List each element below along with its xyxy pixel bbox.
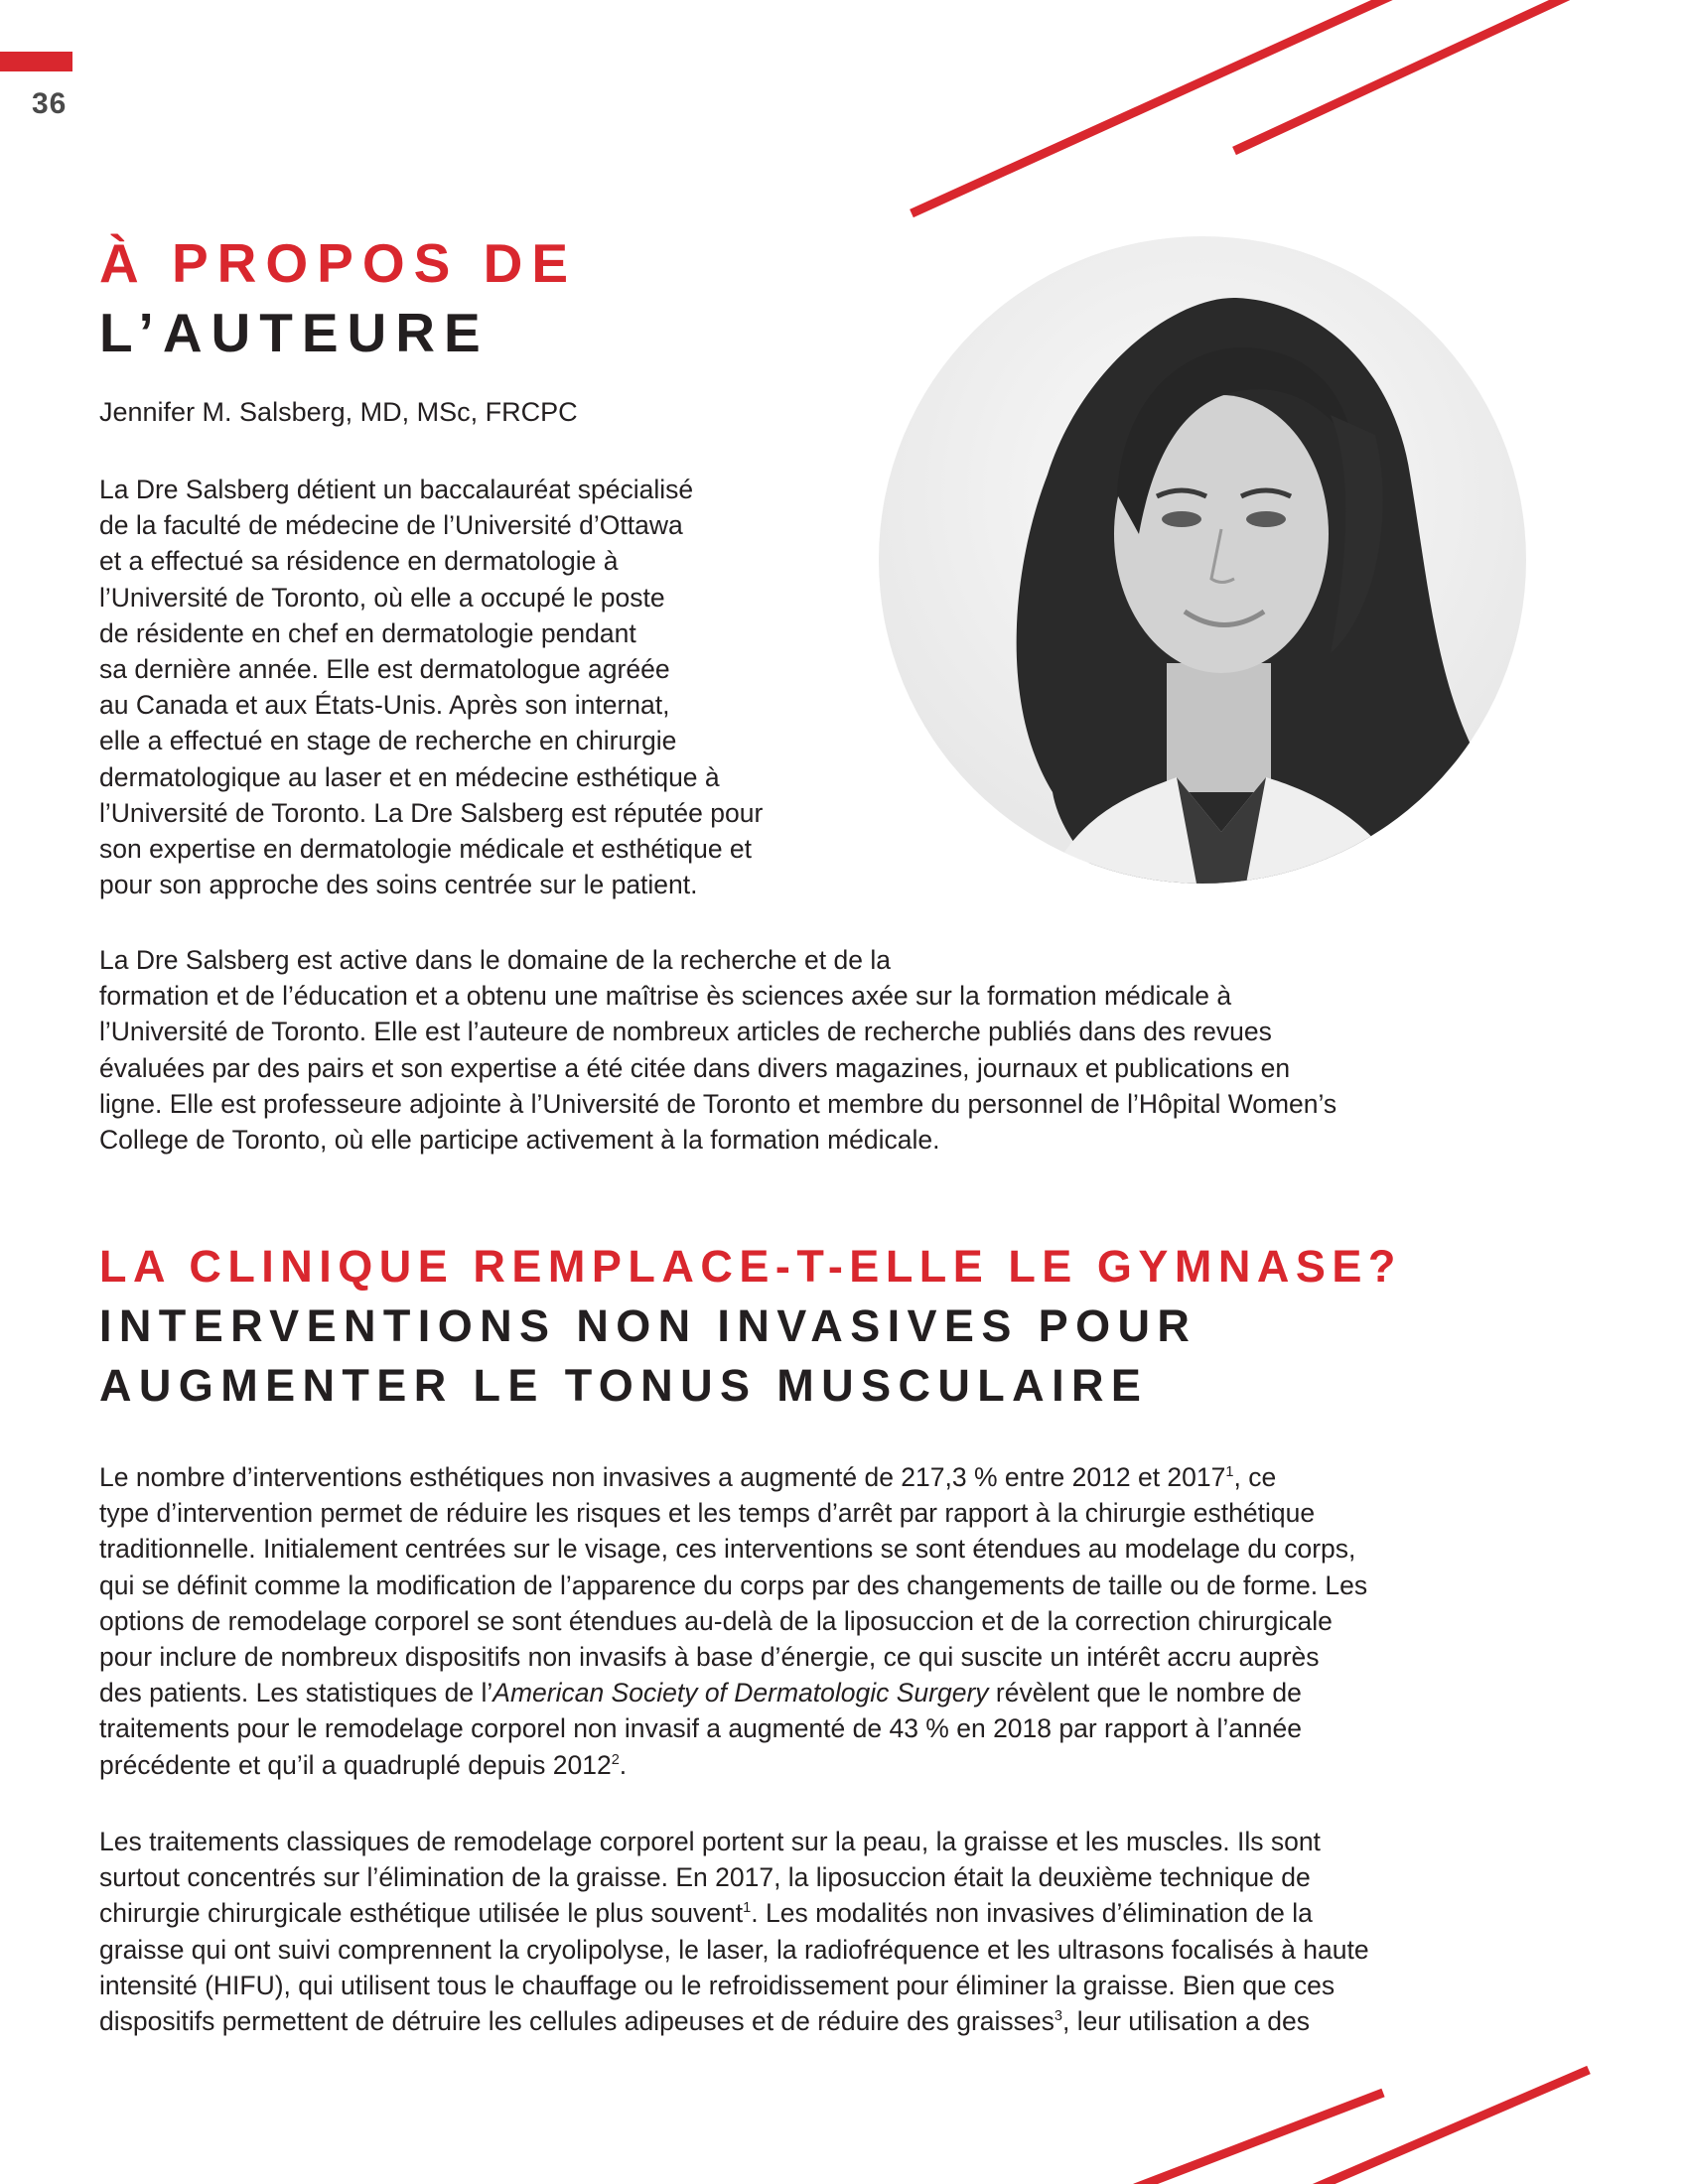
text-line: elle a effectué en stage de recherche en chirurgie xyxy=(99,726,677,756)
text-line: La Dre Salsberg est active dans le domaine de la recherche et de la xyxy=(99,945,891,975)
page-number: 36 xyxy=(32,87,68,120)
about-paragraph-2 xyxy=(99,942,1336,1158)
text-line: et a effectué sa résidence en dermatologie à xyxy=(99,546,619,577)
footnote-ref[interactable]: 3 xyxy=(1054,2008,1062,2025)
portrait-icon xyxy=(879,236,1526,884)
text-line: des patients. Les statistiques de l’American Society of Dermatologic Surgery révèlent que le nombre de xyxy=(99,1678,1302,1708)
text-line: pour son approche des soins centrée sur le patient. xyxy=(99,870,698,900)
text-line: de résidente en chef en dermatologie pendant xyxy=(99,617,636,648)
text-line: l’Université de Toronto. La Dre Salsberg est réputée pour xyxy=(99,797,764,828)
text-line: traditionnelle. Initialement centrées sur le visage, ces interventions se sont étendues au modelage du corps, xyxy=(99,1534,1356,1565)
text-line: Les traitements classiques de remodelage corporel portent sur la peau, la graisse et les muscles. Ils sont xyxy=(99,1827,1321,1856)
text-line: l’Université de Toronto. Elle est l’auteure de nombreux articles de recherche publiés dans des revues xyxy=(99,1017,1272,1047)
text-line: options de remodelage corporel se sont étendues au-delà de la liposuccion et de la correction chirurgicale xyxy=(99,1605,1333,1636)
article-paragraph-1 xyxy=(99,1459,1367,1783)
about-paragraph-1 xyxy=(99,472,763,902)
text-line: chirurgie chirurgicale esthétique utilisée le plus souvent$^1$. Les modalités non invasives d’élimination de la xyxy=(99,1898,1313,1929)
text-line: traitements pour le remodelage corporel non invasif a augmenté de 43 % en 2018 par rapport à l’année xyxy=(99,1713,1302,1744)
text-line: intensité (HIFU), qui utilisent tous le chauffage ou le refroidissement pour éliminer la graisse. Bien que ces xyxy=(99,1970,1336,2000)
text-line: College de Toronto, où elle participe activement à la formation médicale. xyxy=(99,1125,940,1156)
text-line: dermatologique au laser et en médecine esthétique à xyxy=(99,761,720,792)
text-line: graisse qui ont suivi comprennent la cryolipolyse, le laser, la radiofréquence et les ultrasons focalisés à haute xyxy=(99,1934,1369,1965)
footnote-ref[interactable]: 2 xyxy=(611,1751,620,1768)
article-paragraph-2 xyxy=(99,1824,1369,2039)
text-line: sa dernière année. Elle est dermatologue agréée xyxy=(99,654,670,685)
author-name: Jennifer M. Salsberg, MD, MSc, FRCPC xyxy=(99,397,578,427)
text-line: précédente et qu’il a quadruplé depuis 2012$^2$. xyxy=(99,1749,628,1780)
text-line: formation et de l’éducation et a obtenu une maîtrise ès sciences axée sur la formation médicale à xyxy=(99,981,1232,1012)
text-line: Le nombre d’interventions esthétiques non invasives a augmenté de 217,3 % entre 2012 et 2017$^1$, ce xyxy=(99,1462,1277,1492)
society-name: American Society of Dermatologic Surgery xyxy=(492,1678,989,1708)
deco-line-top-left xyxy=(912,0,1470,213)
text-line: dispositifs permettent de détruire les cellules adipeuses et de réduire des graisses$^3$, leur utilisation a des xyxy=(99,2006,1310,2037)
text-line: La Dre Salsberg détient un baccalauréat spécialisé xyxy=(99,475,694,504)
text-line: pour inclure de nombreux dispositifs non invasifs à base d’énergie, ce qui suscite un intérêt accru auprès xyxy=(99,1642,1320,1673)
article-subtitle-line1: INTERVENTIONS NON INVASIVES POUR xyxy=(99,1300,1197,1351)
text-line: l’Université de Toronto, où elle a occupé le poste xyxy=(99,582,665,613)
text-line: qui se définit comme la modification de l’apparence du corps par des changements de taille ou de forme. Les xyxy=(99,1570,1368,1600)
deco-line-bottom-right xyxy=(1301,2070,1589,2184)
author-portrait-image xyxy=(879,236,1526,884)
text-line: de la faculté de médecine de l’Université d’Ottawa xyxy=(99,510,683,541)
footnote-ref[interactable]: 1 xyxy=(743,1900,752,1917)
about-heading-line1: À PROPOS DE xyxy=(99,232,578,294)
text-line: type d’intervention permet de réduire les risques et les temps d’arrêt par rapport à la chirurgie esthétique xyxy=(99,1498,1316,1529)
deco-line-top-right xyxy=(1234,0,1688,151)
text-line: évaluées par des pairs et son expertise a été citée dans divers magazines, journaux et publications en xyxy=(99,1052,1291,1083)
article-subtitle-line2: AUGMENTER LE TONUS MUSCULAIRE xyxy=(99,1360,1149,1411)
article-title: LA CLINIQUE REMPLACE-T-ELLE LE GYMNASE? xyxy=(99,1241,1402,1292)
text-line: son expertise en dermatologie médicale et esthétique et xyxy=(99,834,753,865)
text-line: ligne. Elle est professeure adjointe à l’Université de Toronto et membre du personnel de l’Hôpital Women’s xyxy=(99,1088,1337,1119)
footnote-ref[interactable]: 1 xyxy=(1225,1464,1234,1481)
about-heading-line2: L’AUTEURE xyxy=(99,302,490,363)
text-line: au Canada et aux États-Unis. Après son internat, xyxy=(99,690,670,721)
text-line: surtout concentrés sur l’élimination de la graisse. En 2017, la liposuccion était la deuxième technique de xyxy=(99,1862,1311,1893)
